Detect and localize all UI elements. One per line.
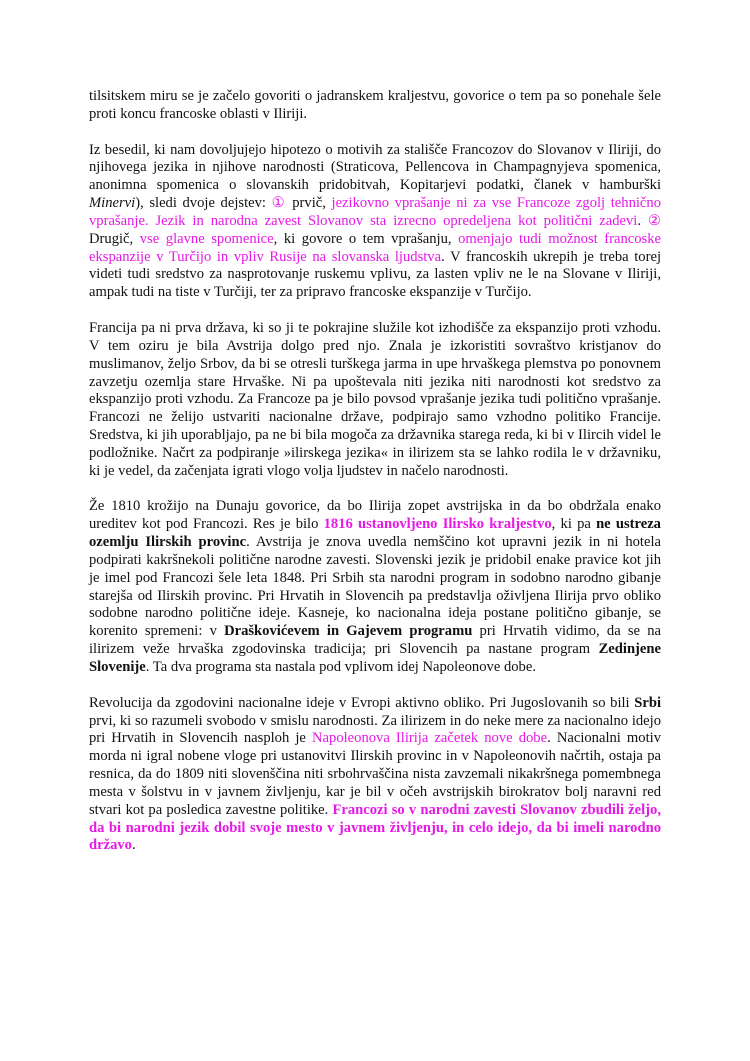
highlighted-run: omenjajo tudi možnost francoske ekspanzije v Turčijo in vpliv Rusije na slovanska ljudstva [89,230,662,265]
text-run: Iz besedil, ki nam dovoljujejo hipotezo o motivih za stališče Francozov do Slovanov v Iliriji, do njihovega jezika in njihove narodnosti (Straticova, Pellencova in Champagnyjeva spomenica, anonimna spomenica o slovanskih pridobitvah, Kopitarjevi podatki, članek v hamburški [89,141,661,194]
highlighted-run: jezikovno vprašanje ni za vse Francoze zgolj tehnično vprašanje. Jezik in narodna zavest Slovanov sta izrecno opredeljena kot politični zadevi [89,195,661,229]
text-run: Francija pa ni prva država, ki so ji te pokrajine služile kot izhodišče za ekspanzijo proti vzhodu. V tem oziru je bila Avstrija dolgo pred njo. Znala je izkoristiti sovraštvo kristjanov do muslimanov, željo Srbov, da bi se otresli turškega jarma in upe hrvaškega plemstva po ponovnem zavzetju ozemlja stare Hrvaške. Ni pa upoštevala niti jezika niti narodnosti kot sredstvo za ekspanzijo proti vzhodu. Za Francoze pa je bilo povsod vprašanje jezika tudi politično vprašanje. Francozi ne želijo ustvariti nacionalne države, podpirajo samo vzhodno politiko Francije. Sredstva, ki jih uporabljajo, pa ne bi bila mogoča za državnika starega reda, ki bi v Ilircih videl le podložnike. Načrt za podpiranje »ilirskega jezika« in ilirizem sta se lahko rodila le v državniku, ki je vedel, da začenjata igrati vlogo volja ljudstev in načelo narodnosti. [89,319,661,479]
highlighted-run: vse glavne spomenice [139,230,274,247]
text-run: Že 1810 krožijo na Dunaju govorice, da bo Ilirija zopet avstrijska in da bo obdržala enako ureditev kot pod Francozi. Res je bilo [89,498,661,533]
text-run: pri Hrvatih vidimo, da se na ilirizem veže hrvaška zgodovinska tradicija; pri Slovencih pa nastane program [89,623,661,658]
text-run: ), sledi dvoje dejstev: [135,195,272,212]
highlighted-bold-run: 1816 ustanovljeno Ilirsko kraljestvo [323,516,552,533]
document-page [89,88,661,873]
text-run: , ki pa [551,516,597,533]
highlighted-run: Napoleonova Ilirija začetek nove dobe [312,730,548,747]
text-run: prvič, [286,195,332,212]
circled-number-two-icon: ② [647,212,661,229]
text-run: . V francoskih ukrepih je treba torej videti tudi sredstvo za nasprotovanje ruskemu vplivu, za lasten vpliv ne le na Slovane v Iliriji, ampak tudi na tiste v Turčiji, ter za pripravo francoske ekspanzije v Turčijo. [89,248,661,301]
text-run: . Nacionalni motiv morda ni igral nobene vloge pri ustanovitvi Ilirskih provinc in v Napoleonovih načrtih, ostaja pa resnica, da do 1809 niti slovenščina niti srbohrvaščina nista zavzemali nikakršnega pomembnega mesta v šolstvu in v javnem življenju, kar je bil v očeh avstrijskih birokratov bolj naravni red stvari kot pa posledica zavestne politike. [89,730,661,818]
paragraph-1 [89,88,661,124]
text-run: Drugič, [89,230,140,247]
text-run: Revolucija da zgodovini nacionalne ideje v Evropi aktivno obliko. Pri Jugoslovanih so bili [89,694,635,711]
paragraph-3 [89,320,661,481]
bold-run: Draškovićevem in Gajevem programu [224,623,473,640]
text-run: . Ta dva programa sta nastala pod vplivom idej Napoleonove dobe. [145,659,536,675]
text-run: . [131,837,136,854]
text-run: . Avstrija je znova uvedla nemščino kot upravni jezik in ni hotela podpirati kakršnekoli politične narodne zavesti. Slovenski jezik je pridobil enake pravice kot jih je imel pod Francozi šele leta 1848. Pri Srbih sta narodni program in sodobno narodno gibanje starejša od Ilirskih provinc. Pri Hrvatih in Slovencih pa predstavlja oživljena Ilirija prvo obliko sodobne narodno politične ideje. Kasneje, ko nacionalna ideja postane politično gibanje, se korenito spremeni: v [89,534,661,640]
highlighted-bold-run: Francozi so v narodni zavesti Slovanov zbudili željo, da bi narodni jezik dobil svoje mesto v javnem življenju, in celo idejo, da bi imeli narodno državo [89,801,661,854]
paragraph-2 [89,142,661,303]
text-run: prvi, ki so razumeli svobodo v smislu narodnosti. Za ilirizem in do neke mere za nacionalno idejo pri Hrvatih in Slovencih nasploh je [89,712,661,747]
bold-run: ne ustreza ozemlju Ilirskih provinc [89,516,661,551]
italic-run: Minervi [89,195,136,212]
paragraph-4 [89,498,661,676]
bold-run: Srbi [634,694,661,711]
text-run: tilsitskem miru se je začelo govoriti o jadranskem kraljestvu, govorice o tem pa so ponehale šele proti koncu francoske oblasti v Iliriji. [89,88,661,122]
text-run: . [637,212,648,229]
circled-number-one-icon: ① [271,195,287,212]
bold-run: Zedinjene Slovenije [89,641,661,675]
paragraph-5 [89,695,661,856]
text-run: , ki govore o tem vprašanju, [273,230,459,247]
